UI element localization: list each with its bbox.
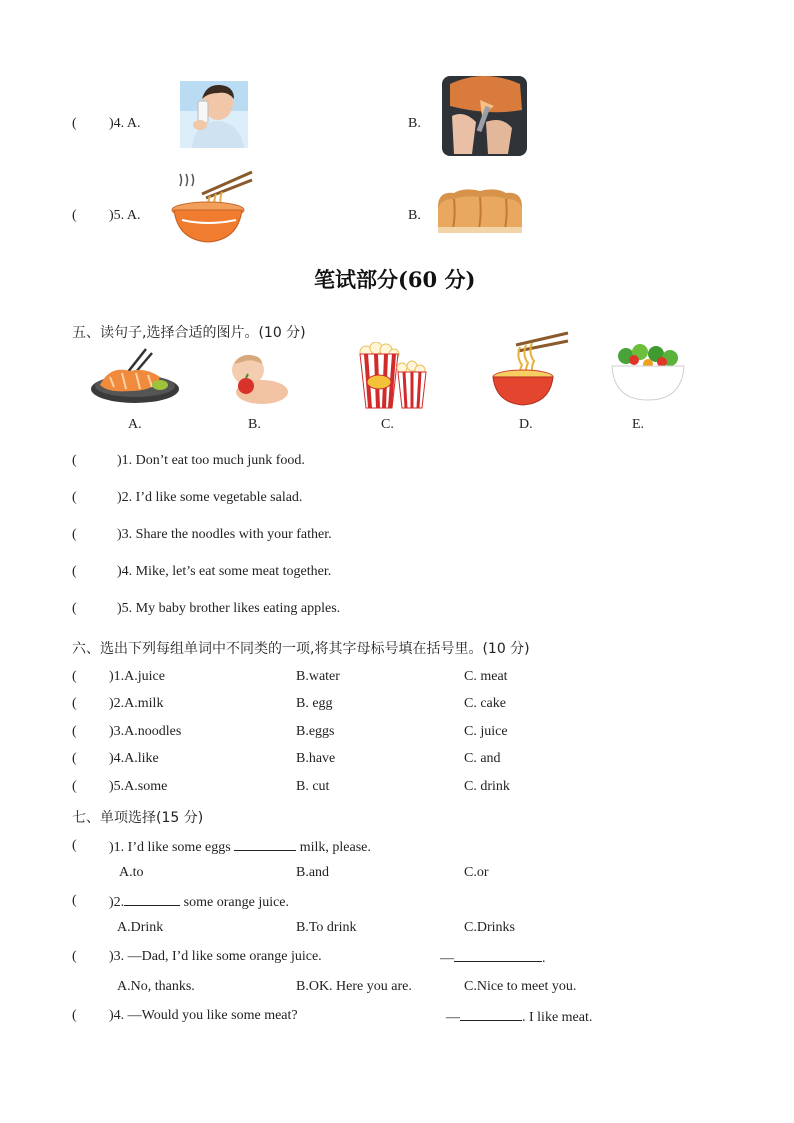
q5-paren: ( <box>72 208 77 223</box>
s5-q1-text: )1. Don’t eat too much junk food. <box>117 453 305 468</box>
section6-heading: 六、选出下列每组单词中不同类的一项,将其字母标号填在括号里。(10 分) <box>72 641 530 657</box>
baby-eating-apple-photo <box>222 352 292 404</box>
s7-q1-opt-c: C.or <box>464 865 489 880</box>
s5-q1-paren: ( <box>72 453 77 468</box>
hands-cutting-cake-photo <box>442 76 527 156</box>
noodle-bowl-clipart <box>170 166 254 244</box>
s7-q1-pre: )1. I’d like some eggs <box>109 840 235 855</box>
s6-r4-b: B.have <box>296 751 336 766</box>
s7-q4-answer <box>446 1008 592 1026</box>
s7-q1-opt-a: A.to <box>119 865 144 880</box>
s7-q3-blank[interactable] <box>454 949 542 962</box>
s6-r4-c: C. and <box>464 751 501 766</box>
s6-r5-b: B. cut <box>296 779 330 794</box>
popcorn-icon <box>358 342 428 410</box>
s6-r5-a: )5.A.some <box>109 779 168 794</box>
q5-b-label: B. <box>408 208 421 223</box>
s5-q3-text: )3. Share the noodles with your father. <box>117 527 332 542</box>
s7-q4-stem: )4. —Would you like some meat? <box>109 1008 298 1023</box>
s5-q5-text: )5. My baby brother likes eating apples. <box>117 601 341 616</box>
pic-label-d: D. <box>519 417 533 432</box>
s7-q2-post: some orange juice. <box>180 895 290 910</box>
s5-q4-paren: ( <box>72 564 77 579</box>
q4-paren: ( <box>72 116 77 131</box>
s5-q3-paren: ( <box>72 527 77 542</box>
s7-q2-opt-a: A.Drink <box>117 920 164 935</box>
s7-q3-paren: ( <box>72 949 77 964</box>
s7-q1-paren: ( <box>72 838 77 853</box>
s7-q1-blank[interactable] <box>234 838 296 851</box>
s6-r5-c: C. drink <box>464 779 510 794</box>
s7-q2-paren: ( <box>72 893 77 908</box>
s6-r2-a: )2.A.milk <box>109 696 164 711</box>
s6-r3-paren: ( <box>72 724 77 739</box>
s6-r4-a: )4.A.like <box>109 751 159 766</box>
s7-q1-stem <box>109 838 371 856</box>
s6-r1-paren: ( <box>72 669 77 684</box>
s7-q4-blank[interactable] <box>460 1008 522 1021</box>
s7-q2-pre: )2. <box>109 895 125 910</box>
s7-q3-stem: )3. —Dad, I’d like some orange juice. <box>109 949 322 964</box>
s7-q4-dash: — <box>446 1010 460 1025</box>
pic-label-c: C. <box>381 417 394 432</box>
s6-r3-b: B.eggs <box>296 724 335 739</box>
s7-q2-blank[interactable] <box>124 893 180 906</box>
s6-r5-paren: ( <box>72 779 77 794</box>
section7-heading: 七、单项选择(15 分) <box>72 810 204 826</box>
s6-r2-c: C. cake <box>464 696 506 711</box>
s7-q3-end: . <box>542 951 546 966</box>
s6-r1-a: )1.A.juice <box>109 669 165 684</box>
s7-q2-stem <box>109 893 289 911</box>
boy-drinking-milk-photo <box>180 81 248 148</box>
q4-b-label: B. <box>408 116 421 131</box>
s6-r1-c: C. meat <box>464 669 508 684</box>
s7-q3-answer <box>440 949 546 967</box>
s6-r2-paren: ( <box>72 696 77 711</box>
s7-q1-post: milk, please. <box>296 840 371 855</box>
s6-r4-paren: ( <box>72 751 77 766</box>
s7-q3-dash: — <box>440 951 454 966</box>
s7-q4-end: . I like meat. <box>522 1010 593 1025</box>
s5-q2-paren: ( <box>72 490 77 505</box>
s7-q4-paren: ( <box>72 1008 77 1023</box>
s6-r1-b: B.water <box>296 669 340 684</box>
s7-q2-opt-b: B.To drink <box>296 920 357 935</box>
written-part-title: 笔试部分(60 分) <box>314 267 476 292</box>
pic-label-e: E. <box>632 417 645 432</box>
s5-q2-text: )2. I’d like some vegetable salad. <box>117 490 303 505</box>
bread-loaf-photo <box>434 187 526 236</box>
meat-platter-icon <box>90 347 180 405</box>
q5-number: )5. A. <box>109 208 141 223</box>
s5-q4-text: )4. Mike, let’s eat some meat together. <box>117 564 332 579</box>
s6-r2-b: B. egg <box>296 696 333 711</box>
pic-label-b: B. <box>248 417 261 432</box>
salad-bowl-photo <box>610 342 686 402</box>
s7-q3-opt-b: B.OK. Here you are. <box>296 979 412 994</box>
pic-label-a: A. <box>128 417 142 432</box>
s7-q3-opt-c: C.Nice to meet you. <box>464 979 577 994</box>
s6-r3-a: )3.A.noodles <box>109 724 182 739</box>
noodles-bowl-icon <box>492 331 570 407</box>
s5-q5-paren: ( <box>72 601 77 616</box>
q4-number: )4. A. <box>109 116 141 131</box>
s6-r3-c: C. juice <box>464 724 508 739</box>
section5-heading: 五、读句子,选择合适的图片。(10 分) <box>72 325 306 341</box>
s7-q2-opt-c: C.Drinks <box>464 920 515 935</box>
s7-q3-opt-a: A.No, thanks. <box>117 979 195 994</box>
s7-q1-opt-b: B.and <box>296 865 330 880</box>
